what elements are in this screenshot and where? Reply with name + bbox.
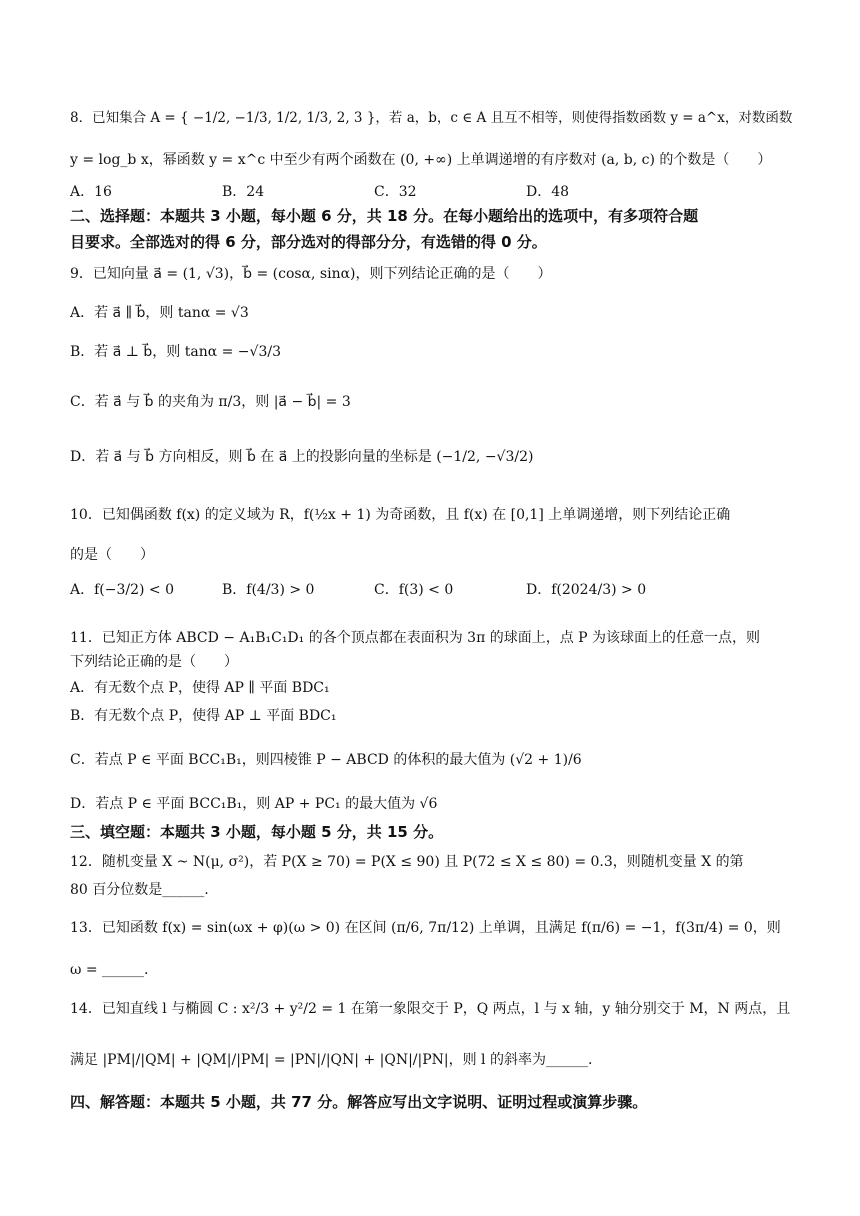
q11-line2: 下列结论正确的是（ ）: [70, 654, 238, 670]
q9-option-c: C．若 a⃗ 与 b⃗ 的夹角为 π/3，则 |a⃗ − b⃗| = 3: [70, 394, 351, 410]
section4-heading: 四、解答题：本题共 5 小题，共 77 分。解答应写出文字说明、证明过程或演算步骤。: [70, 1093, 648, 1111]
q10-options: [70, 580, 800, 600]
q10-line2: 的是（ ）: [70, 547, 154, 563]
q10-option-d: D．f(2024/3) > 0: [526, 582, 647, 598]
q11-option-b: B．有无数个点 P，使得 AP ⊥ 平面 BDC₁: [70, 708, 337, 724]
q12-line2: 80 百分位数是______.: [70, 882, 209, 898]
q12-line1: 12．随机变量 X ~ N(μ, σ²)，若 P(X ≥ 70) = P(X ≤ 90) 且 P(72 ≤ X ≤ 80) = 0.3，则随机变量 X 的第: [70, 854, 744, 870]
q11-option-d: D．若点 P ∈ 平面 BCC₁B₁，则 AP + PC₁ 的最大值为 √6: [70, 796, 438, 812]
q9-option-b: B．若 a⃗ ⊥ b⃗，则 tanα = −√3/3: [70, 344, 281, 360]
q8-option-b: B．24: [222, 184, 265, 200]
section2-heading-line1: 二、选择题：本题共 3 小题，每小题 6 分，共 18 分。在每小题给出的选项中，有多项符合题: [70, 207, 699, 225]
q9-option-d: D．若 a⃗ 与 b⃗ 方向相反，则 b⃗ 在 a⃗ 上的投影向量的坐标是 (−1/2, −√3/2): [70, 449, 534, 465]
q9-option-a: A．若 a⃗ ∥ b⃗，则 tanα = √3: [70, 305, 249, 321]
q10-option-a: A．f(−3/2) < 0: [70, 582, 175, 598]
q8-line2: y = log_b x，幂函数 y = x^c 中至少有两个函数在 (0, +∞) 上单调递增的有序数对 (a, b, c) 的个数是（ ）: [70, 152, 772, 168]
q10-option-b: B．f(4/3) > 0: [222, 582, 315, 598]
q10-option-c: C．f(3) < 0: [374, 582, 454, 598]
q11-line1: 11．已知正方体 ABCD − A₁B₁C₁D₁ 的各个顶点都在表面积为 3π 的球面上，点 P 为该球面上的任意一点，则: [70, 630, 761, 646]
q8-option-d: D．48: [526, 184, 570, 200]
q13-line1: 13．已知函数 f(x) = sin(ωx + φ)(ω > 0) 在区间 (π/6, 7π/12) 上单调，且满足 f(π/6) = −1，f(3π/4) = 0，则: [70, 920, 781, 936]
q8-option-c: C．32: [374, 184, 417, 200]
q8-option-a: A．16: [70, 184, 112, 200]
q11-option-a: A．有无数个点 P，使得 AP ∥ 平面 BDC₁: [70, 680, 330, 696]
q10-line1: 10．已知偶函数 f(x) 的定义域为 R，f(½x + 1) 为奇函数，且 f(x) 在 [0,1] 上单调递增，则下列结论正确: [70, 507, 731, 523]
q8-line1: 8．已知集合 A = { −1/2, −1/3, 1/2, 1/3, 2, 3 }，若 a，b，c ∈ A 且互不相等，则使得指数函数 y = a^x，对数函数: [70, 110, 793, 126]
q14-line2: 满足 |PM|/|QM| + |QM|/|PM| = |PN|/|QN| + |QN|/|PN|，则 l 的斜率为______.: [70, 1052, 593, 1068]
section2-heading-line2: 目要求。全部选对的得 6 分，部分选对的得部分分，有选错的得 0 分。: [70, 233, 547, 251]
section3-heading: 三、填空题：本题共 3 小题，每小题 5 分，共 15 分。: [70, 823, 444, 841]
q11-option-c: C．若点 P ∈ 平面 BCC₁B₁，则四棱锥 P − ABCD 的体积的最大值为 (√2 + 1)/6: [70, 752, 582, 768]
q9-stem: 9．已知向量 a⃗ = (1, √3)，b⃗ = (cosα, sinα)，则下列结论正确的是（ ）: [70, 266, 552, 282]
q8-options: [70, 182, 800, 202]
q13-line2: ω = ______.: [70, 962, 149, 978]
q14-line1: 14．已知直线 l 与椭圆 C : x²/3 + y²/2 = 1 在第一象限交于 P，Q 两点，l 与 x 轴，y 轴分别交于 M，N 两点，且: [70, 1001, 791, 1017]
